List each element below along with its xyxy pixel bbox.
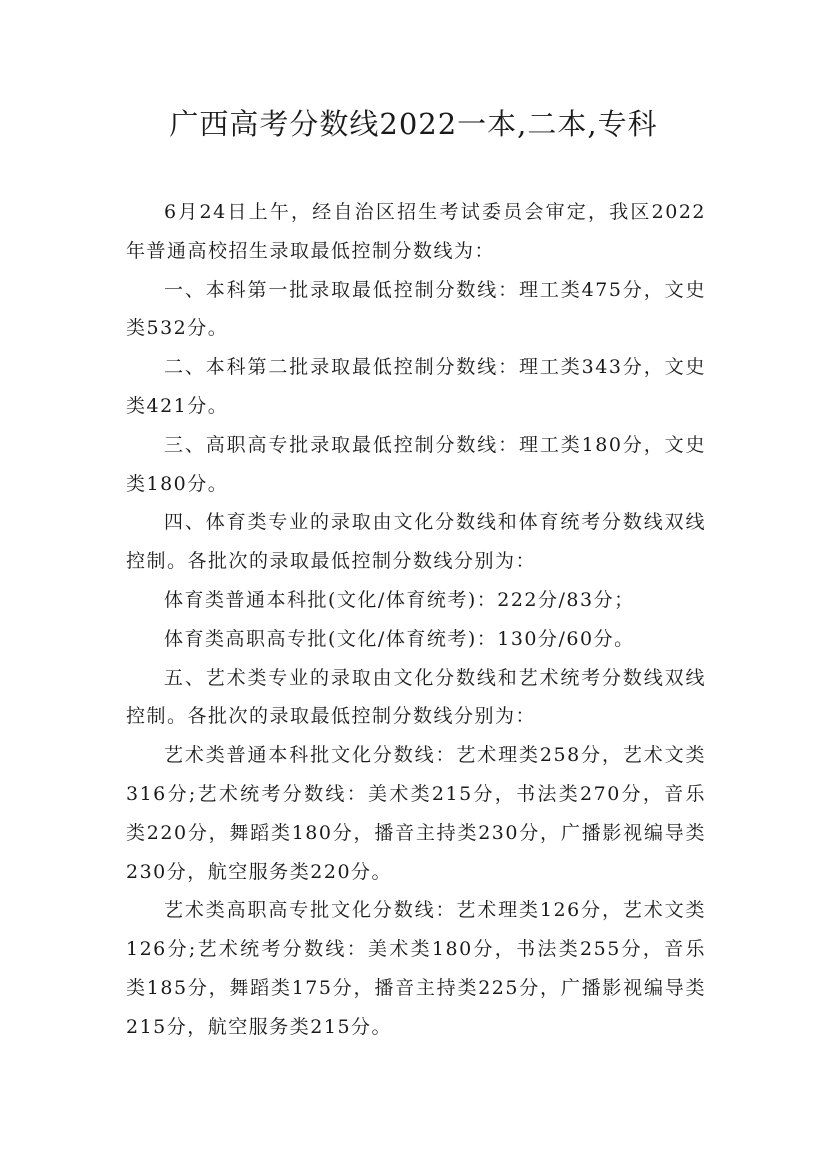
document-body <box>126 193 706 1047</box>
paragraph-second-batch: 二、本科第二批录取最低控制分数线：理工类343分，文史类421分。 <box>126 356 706 417</box>
paragraph-arts-undergrad: 艺术类普通本科批文化分数线：艺术理类258分，艺术文类316分;艺术统考分数线：美术类215分，书法类270分，音乐类220分，舞蹈类180分，播音主持类230分，广播影视编导类230分，航空服务类220分。 <box>126 744 706 883</box>
paragraph-sports-undergrad: 体育类普通本科批(文化/体育统考)：222分/83分； <box>164 588 635 611</box>
document-title: 广西高考分数线2022一本,二本,专科 <box>169 107 658 141</box>
paragraph-sports-vocational: 体育类高职高专批(文化/体育统考)：130分/60分。 <box>164 627 635 650</box>
paragraph-arts-vocational: 艺术类高职高专批文化分数线：艺术理类126分，艺术文类126分;艺术统考分数线：美术类180分，书法类255分，音乐类185分，舞蹈类175分，播音主持类225分，广播影视编导类215分，航空服务类215分。 <box>126 899 706 1038</box>
paragraph-arts-intro: 五、艺术类专业的录取由文化分数线和艺术统考分数线双线控制。各批次的录取最低控制分数线分别为： <box>126 666 706 728</box>
paragraph-first-batch: 一、本科第一批录取最低控制分数线：理工类475分，文史类532分。 <box>126 278 706 340</box>
paragraph-sports-intro: 四、体育类专业的录取由文化分数线和体育统考分数线双线控制。各批次的录取最低控制分数线分别为： <box>126 511 706 573</box>
paragraph-vocational-batch: 三、高职高专批录取最低控制分数线：理工类180分，文史类180分。 <box>126 433 706 495</box>
paragraph-intro: 6月24日上午，经自治区招生考试委员会审定，我区2022年普通高校招生录取最低控制分数线为： <box>126 201 706 262</box>
